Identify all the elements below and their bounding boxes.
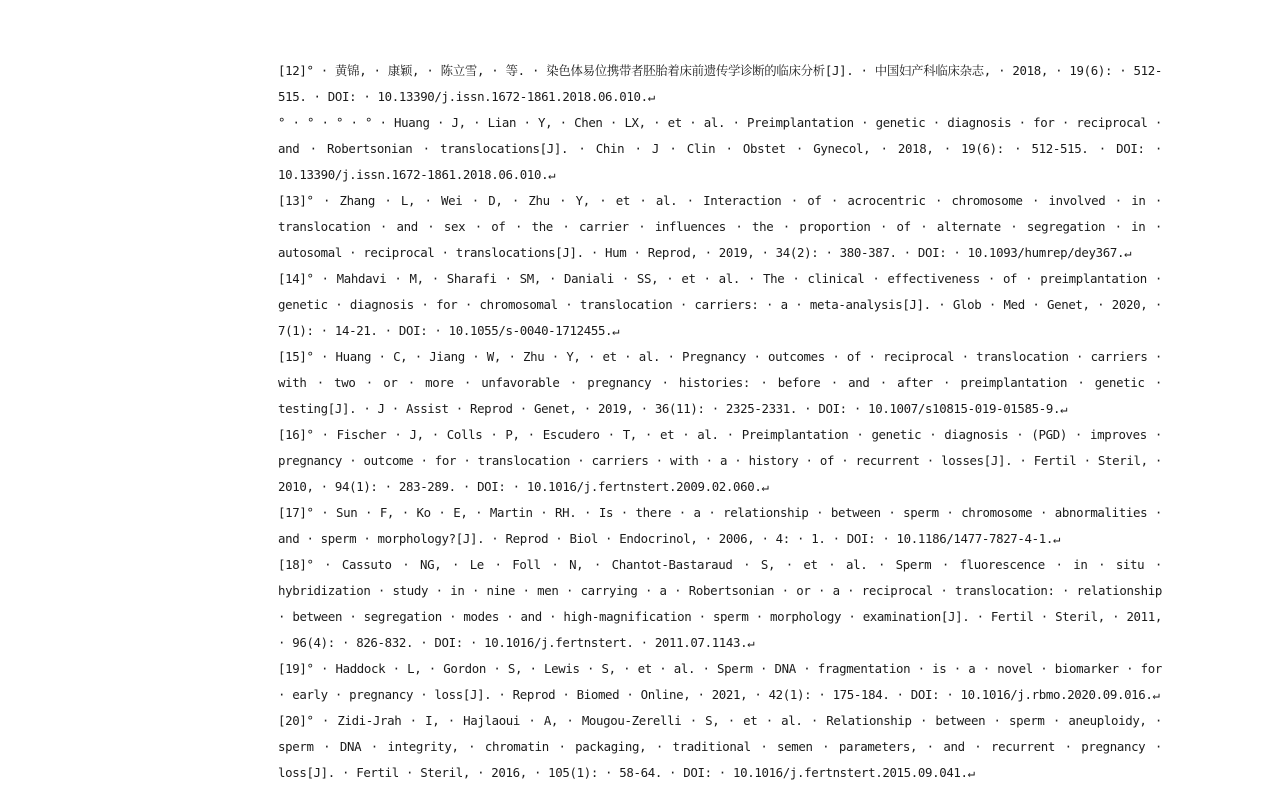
- reference-15[interactable]: [15]° · Huang · C, · Jiang · W, · Zhu · Y, · et · al. · Pregnancy · outcomes · of · reciprocal · translocation · carriers · with · two · or · more · unfavorable · pregnancy · histories: · before · and · after · preimplantation · genetic · testing[J]. · J · Assist · Reprod · Genet, · 2019, · 36(11): · 2325-2331. · DOI: · 10.1007/s10815-019-01585-9.↵: [278, 349, 1162, 416]
- reference-18[interactable]: [18]° · Cassuto · NG, · Le · Foll · N, · Chantot-Bastaraud · S, · et · al. · Sperm · fluorescence · in · situ · hybridization · study · in · nine · men · carrying · a · Robertsonian · or · a · reciprocal · translocation: · relationship · between · segregation · modes · and · high-magnification · sperm · morphology · examination[J]. · Fertil · Steril, · 2011, · 96(4): · 826-832. · DOI: · 10.1016/j.fertnstert. · 2011.07.1143.↵: [278, 557, 1162, 650]
- reference-12-en[interactable]: ° · ° · ° · ° · Huang · J, · Lian · Y, · Chen · LX, · et · al. · Preimplantation · genetic · diagnosis · for · reciprocal · and · Robertsonian · translocations[J]. · Chin · J · Clin · Obstet · Gynecol, · 2018, · 19(6): · 512-515. · DOI: · 10.13390/j.issn.1672-1861.2018.06.010.↵: [278, 115, 1162, 182]
- reference-19[interactable]: [19]° · Haddock · L, · Gordon · S, · Lewis · S, · et · al. · Sperm · DNA · fragmentation · is · a · novel · biomarker · for · early · pregnancy · loss[J]. · Reprod · Biomed · Online, · 2021, · 42(1): · 175-184. · DOI: · 10.1016/j.rbmo.2020.09.016.↵: [278, 661, 1162, 702]
- reference-17[interactable]: [17]° · Sun · F, · Ko · E, · Martin · RH. · Is · there · a · relationship · between · sperm · chromosome · abnormalities · and · sperm · morphology?[J]. · Reprod · Biol · Endocrinol, · 2006, · 4: · 1. · DOI: · 10.1186/1477-7827-4-1.↵: [278, 505, 1162, 546]
- reference-list: [278, 58, 1162, 786]
- reference-14[interactable]: [14]° · Mahdavi · M, · Sharafi · SM, · Daniali · SS, · et · al. · The · clinical · effectiveness · of · preimplantation · genetic · diagnosis · for · chromosomal · translocation · carriers: · a · meta-analysis[J]. · Glob · Med · Genet, · 2020, · 7(1): · 14-21. · DOI: · 10.1055/s-0040-1712455.↵: [278, 271, 1162, 338]
- reference-12-zh[interactable]: [12]° · 黄锦, · 康颖, · 陈立雪, · 等. · 染色体易位携带者胚胎着床前遗传学诊断的临床分析[J]. · 中国妇产科临床杂志, · 2018, · 19(6): · 512-515. · DOI: · 10.13390/j.issn.1672-1861.2018.06.010.↵: [278, 63, 1162, 104]
- reference-16[interactable]: [16]° · Fischer · J, · Colls · P, · Escudero · T, · et · al. · Preimplantation · genetic · diagnosis · (PGD) · improves · pregnancy · outcome · for · translocation · carriers · with · a · history · of · recurrent · losses[J]. · Fertil · Steril, · 2010, · 94(1): · 283-289. · DOI: · 10.1016/j.fertnstert.2009.02.060.↵: [278, 427, 1162, 494]
- reference-20[interactable]: [20]° · Zidi-Jrah · I, · Hajlaoui · A, · Mougou-Zerelli · S, · et · al. · Relationship · between · sperm · aneuploidy, · sperm · DNA · integrity, · chromatin · packaging, · traditional · semen · parameters, · and · recurrent · pregnancy · loss[J]. · Fertil · Steril, · 2016, · 105(1): · 58-64. · DOI: · 10.1016/j.fertnstert.2015.09.041.↵: [278, 713, 1162, 780]
- reference-13[interactable]: [13]° · Zhang · L, · Wei · D, · Zhu · Y, · et · al. · Interaction · of · acrocentric · chromosome · involved · in · translocation · and · sex · of · the · carrier · influences · the · proportion · of · alternate · segregation · in · autosomal · reciprocal · translocations[J]. · Hum · Reprod, · 2019, · 34(2): · 380-387. · DOI: · 10.1093/humrep/dey367.↵: [278, 193, 1162, 260]
